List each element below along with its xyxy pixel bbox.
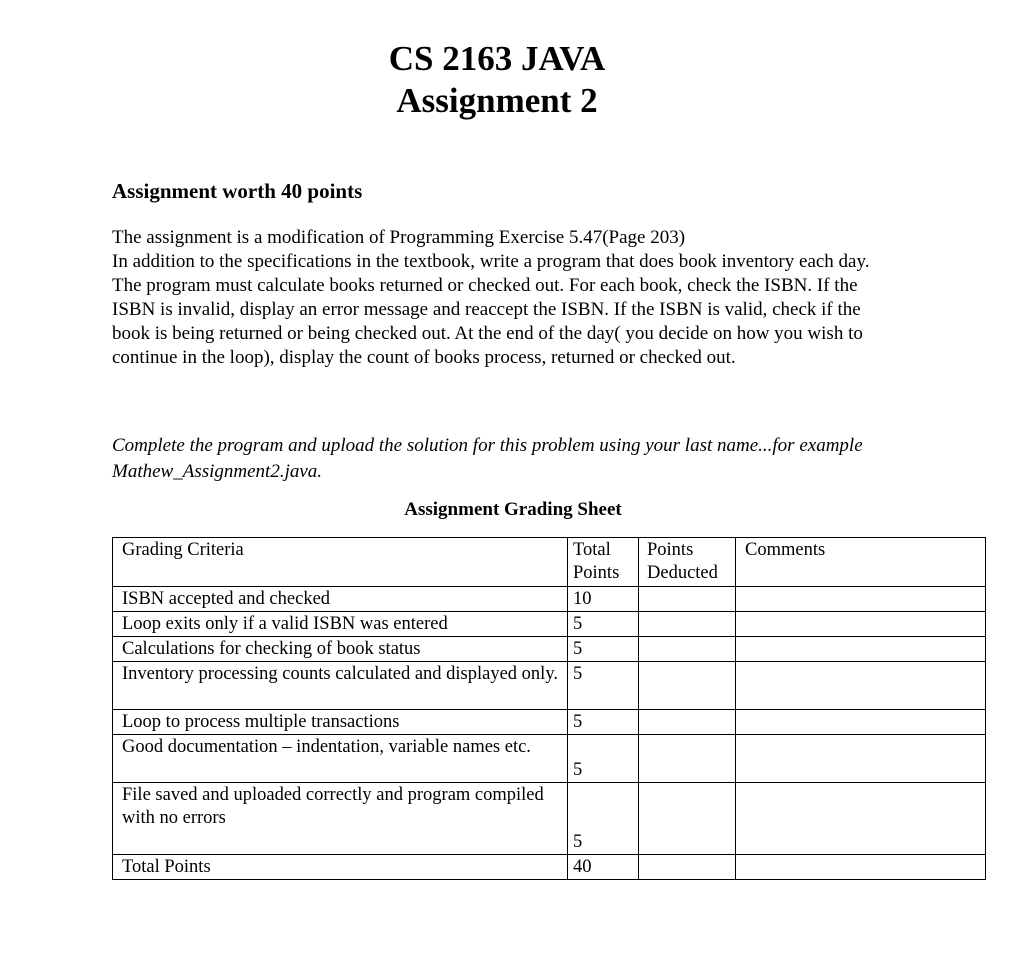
description-line-1: The assignment is a modification of Programming Exercise 5.47(Page 203) xyxy=(112,227,686,248)
assignment-title: Assignment 2 xyxy=(396,81,598,120)
table-row xyxy=(113,783,986,855)
table-header-row xyxy=(113,538,986,587)
comments-cell xyxy=(736,612,986,637)
points-cell: 5 xyxy=(568,710,639,735)
header-grading-criteria: Grading Criteria xyxy=(113,538,568,587)
deducted-cell xyxy=(639,662,736,710)
deducted-cell xyxy=(639,710,736,735)
deducted-cell xyxy=(639,587,736,612)
table-row xyxy=(113,662,986,710)
total-label-cell: Total Points xyxy=(113,855,568,880)
table-row xyxy=(113,637,986,662)
points-cell: 5 xyxy=(568,637,639,662)
points-cell: 5 xyxy=(568,612,639,637)
criteria-cell: Good documentation – indentation, variable names etc. xyxy=(113,735,568,783)
criteria-cell: File saved and uploaded correctly and program compiled with no errors xyxy=(113,783,568,855)
deducted-cell xyxy=(639,735,736,783)
comments-cell xyxy=(736,587,986,612)
description-paragraph: In addition to the specifications in the textbook, write a program that does book inventory each day. The program must calculate books returned or checked out. For each book, check the ISBN. If the ISBN is invalid, display an error message and reaccept the ISBN. If the ISBN is valid, check if the book is being returned or being checked out. At the end of the day( you decide on how you wish to continue in the loop), display the count of books process, returned or checked out. xyxy=(112,251,870,368)
criteria-cell: Loop to process multiple transactions xyxy=(113,710,568,735)
points-cell: 5 xyxy=(568,783,639,855)
deducted-cell xyxy=(639,783,736,855)
table-total-row xyxy=(113,855,986,880)
comments-cell xyxy=(736,637,986,662)
comments-cell xyxy=(736,662,986,710)
course-title: CS 2163 JAVA xyxy=(388,39,606,78)
total-value-cell: 40 xyxy=(568,855,639,880)
comments-cell xyxy=(736,735,986,783)
header-points-deducted: Points Deducted xyxy=(639,538,736,587)
points-cell: 5 xyxy=(568,662,639,710)
points-cell: 10 xyxy=(568,587,639,612)
assignment-description xyxy=(112,226,882,370)
criteria-cell: Calculations for checking of book status xyxy=(113,637,568,662)
criteria-cell: Loop exits only if a valid ISBN was entered xyxy=(113,612,568,637)
header-total-points: Total Points xyxy=(568,538,639,587)
grading-table xyxy=(112,537,986,880)
deducted-cell xyxy=(639,612,736,637)
table-row xyxy=(113,710,986,735)
table-row xyxy=(113,735,986,783)
table-row xyxy=(113,587,986,612)
criteria-cell: ISBN accepted and checked xyxy=(113,587,568,612)
submission-instructions: Complete the program and upload the solution for this problem using your last name...for example Mathew_Assignment2.java. xyxy=(112,435,863,482)
comments-cell xyxy=(736,855,986,880)
assignment-worth-heading: Assignment worth 40 points xyxy=(112,179,363,203)
deducted-cell xyxy=(639,637,736,662)
table-row xyxy=(113,612,986,637)
comments-cell xyxy=(736,710,986,735)
deducted-cell xyxy=(639,855,736,880)
grading-sheet-title: Assignment Grading Sheet xyxy=(404,499,622,520)
criteria-cell: Inventory processing counts calculated and displayed only. xyxy=(113,662,568,710)
header-comments: Comments xyxy=(736,538,986,587)
points-cell: 5 xyxy=(568,735,639,783)
comments-cell xyxy=(736,783,986,855)
